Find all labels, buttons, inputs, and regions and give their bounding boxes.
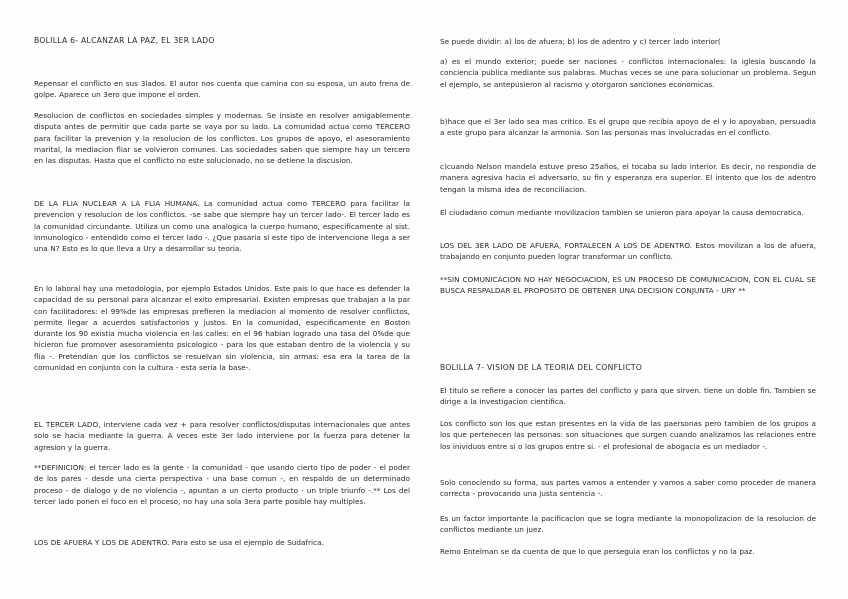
left-paragraph-6: **DEFINICION: el tercer lado es la gente - la comunidad - que usando cierto tipo de poder - el poder de los pares - desde una cierta perspectiva - una base comun -, en respaldo de un determinado proceso - de dialogo y de no violencia -, apuntan a un cierto producto - un triple triunfo -.** Los del tercer lado ponen el foco en el proceso, no hay una sola 3era parte posible hay multiples. bbox=[34, 463, 410, 506]
right-paragraph-9: Los conflicto son los que estan presentes en la vida de las paersonas pero tambien de los grupos a los que pertenecen las personas: son situaciones que surgen cuando analizamos las relaciones entre los inividuos entre si o los grupos entre si. - el profesional de abogacia es un mediador -. bbox=[440, 419, 816, 451]
left-paragraph-4: En lo laboral hay una metodologia, por ejemplo Estados Unidos. Este pais lo que hace es defender la capacidad de su personal para alcanzar el exito empresarial. Existen empresas que trabajan a la par con facilitadores: el 99%de las empresas prefieren la mediacion al momento de resolver conflictos, permite llegar a acuerdos satisfactorios y justos. En la comunidad, especificamente en Boston durante los 90 existia mucha violencia en las calles: en el 96 habian logrado una tasa del 0%de que hicieron fue promover asesoramiento psicologico - para los que estaban dentro de la violencia y su flia -. Pretendian que los conflictos se resuelvan sin violencia, sin armas: esa era la tarea de la comunidad en conjunto con la cultura - esta seria la base-. bbox=[34, 284, 410, 373]
right-paragraph-1: Se puede dividir: a) los de afuera; b) los de adentro y c) tercer lado interior( bbox=[440, 37, 721, 46]
right-paragraph-6: LOS DEL 3ER LADO DE AFUERA, FORTALECEN A LOS DE ADENTRO. Estos movilizan a los de afuera, trabajando en conjunto pueden lograr transformar un conflicto. bbox=[440, 241, 816, 262]
right-paragraph-5: El ciudadano comun mediante movilizacion tambien se unieron para apoyar la causa democratica. bbox=[440, 208, 804, 217]
right-paragraph-7: **SIN COMUNICACION NO HAY NEGOCIACION, ES UN PROCESO DE COMUNICACION, CON EL CUAL SE BUSCA RESPALDAR EL PROPOSITO DE OBTENER UNA DECISION CONJUNTA - URY ** bbox=[440, 275, 816, 296]
right-paragraph-3: b)hace que el 3er lado sea mas critico. Es el grupo que recibia apoyo de el y lo apoyaban, persuadia a este grupo para alcanzar la armonia. Son las personas mas involucradas en el conflicto. bbox=[440, 117, 816, 138]
right-paragraph-12: Remo Entelman se da cuenta de que lo que perseguia eran los conflictos y no la paz. bbox=[440, 547, 755, 556]
right-paragraph-11: Es un factor importante la pacificacion que se logra mediante la monopolizacion de la resolucion de conflictos mediante un juez. bbox=[440, 514, 816, 535]
right-paragraph-4: c)cuando Nelson mandela estuve preso 25años, el tocaba su lado interior. Es decir, no respondia de manera agresiva hacia el adversario, su fin y esperanza era superior. El intento que los de adentro tengan la misma idea de reconciliacion. bbox=[440, 162, 816, 194]
left-paragraph-1: Repensar el conflicto en sus 3lados. El autor nos cuenta que camina con su esposa, un auto frena de golpe. Aparece un 3ero que impone el orden. bbox=[34, 79, 410, 100]
left-paragraph-5: EL TERCER LADO, interviene cada vez + para resolver conflictos/disputas internacionales que antes solo se hacia mediante la guerra. A veces este 3er lado interviene por la fuerza para detener la agresion y la guerra. bbox=[34, 420, 410, 452]
bolilla-6-title: BOLILLA 6- ALCANZAR LA PAZ, EL 3ER LADO bbox=[34, 36, 215, 45]
left-paragraph-3: DE LA FLIA NUCLEAR A LA FLIA HUMANA. La comunidad actua como TERCERO para facilitar la prevencion y resolucion de los conflictos. -se sabe que siempre hay un tercer lado-. El tercer lado es la comunidad circundante. Utiliza un como una analogica la cuerpo humano, especificamente al sist. inmunologico - entendido como el tercer lado -. ¿Que pasaria si este tipo de intervencione llega a ser una N? Esto es lo que lleva a Ury a desarrollar su teoria. bbox=[34, 199, 410, 254]
right-paragraph-8: El titulo se refiere a conocer las partes del conflicto y para que sirven. tiene un doble fin. Tambien se dirige a la investigacion cientifica. bbox=[440, 386, 816, 407]
right-paragraph-2: a) es el mundo exterior; puede ser naciones - conflictos internacionales: la iglesia buscando la conciencia publica mediante sus palabras. Muchas veces se une para solucionar un problema. Segun el ejemplo, se antepusieron al racismo y otorgaron sanciones economicas. bbox=[440, 57, 816, 89]
right-paragraph-10: Solo conociendo su forma, sus partes vamos a entender y vamos a saber como proceder de manera correcta - provocando una justa sentencia -. bbox=[440, 478, 816, 499]
bolilla-7-title: BOLILLA 7- VISION DE LA TEORIA DEL CONFLICTO bbox=[440, 363, 643, 372]
left-paragraph-7: LOS DE AFUERA Y LOS DE ADENTRO. Para esto se usa el ejemplo de Sudafrica. bbox=[34, 538, 324, 547]
left-paragraph-2: Resolucion de conflictos en sociedades simples y modernas. Se insiste en resolver amigablemente disputa antes de permitir que cada parte se vaya por su lado. La comunidad actua como TERCERO para facilitar la prevenion y la resolucion de los conflictos. Los grupos de apoyo, el asesoramiento marital, la mediacion fliar se volvieron comunes. Las sociedades saben que siempre hay un tercero en las disputas. Hasta que el conflicto no este solucionado, no se detiene la discusion. bbox=[34, 111, 410, 166]
